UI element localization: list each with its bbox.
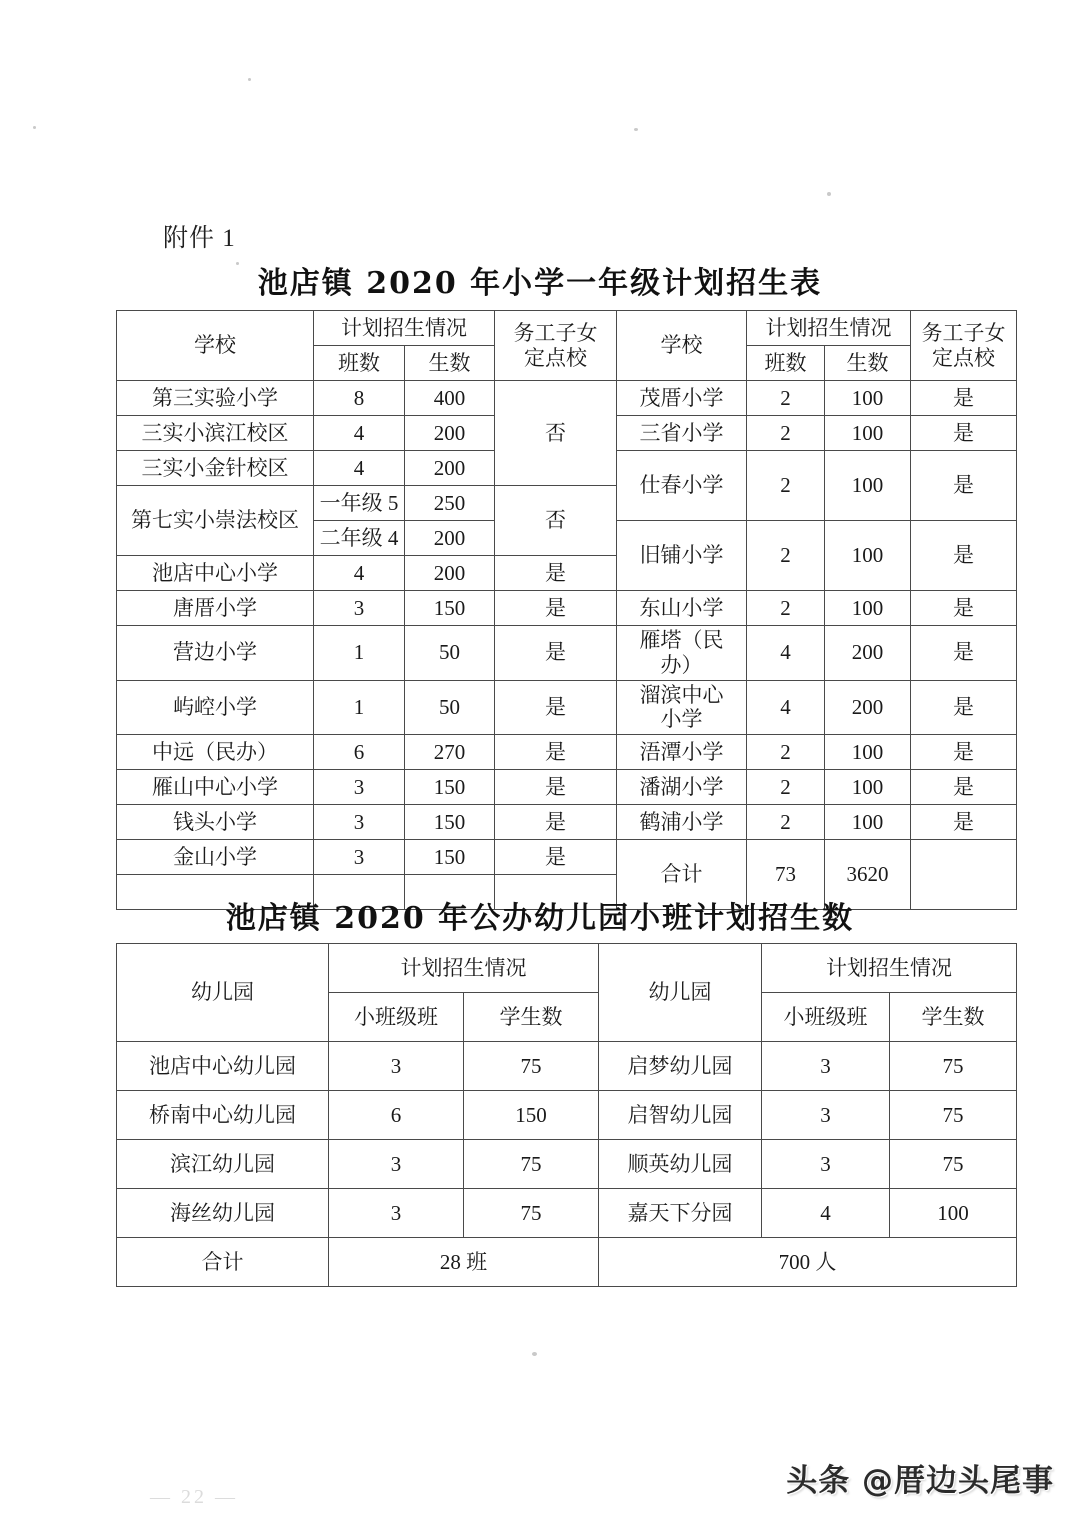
header-kindergarten-right: 幼儿园 xyxy=(599,944,762,1042)
kindergarten-name: 顺英幼儿园 xyxy=(599,1140,762,1189)
school-migrant: 是 xyxy=(911,416,1017,451)
table-row xyxy=(117,735,1017,770)
header-students-left: 学生数 xyxy=(464,993,599,1042)
school-classes: 2 xyxy=(747,451,825,521)
school-name: 三实小滨江校区 xyxy=(117,416,314,451)
school-name: 中远（民办） xyxy=(117,735,314,770)
header-plan-group-right: 计划招生情况 xyxy=(747,311,911,346)
kindergarten-classes: 3 xyxy=(762,1042,890,1091)
header-school-left: 学校 xyxy=(117,311,314,381)
school-migrant: 是 xyxy=(495,680,617,735)
school-students: 200 xyxy=(405,451,495,486)
school-classes: 2 xyxy=(747,805,825,840)
kindergarten-name: 滨江幼儿园 xyxy=(117,1140,329,1189)
header-classes-left: 小班级班 xyxy=(329,993,464,1042)
school-migrant: 是 xyxy=(911,680,1017,735)
school-students: 150 xyxy=(405,591,495,626)
header-classes-right: 班数 xyxy=(747,346,825,381)
kindergarten-name: 启梦幼儿园 xyxy=(599,1042,762,1091)
school-name: 溜滨中心 小学 xyxy=(617,680,747,735)
header-students-right: 学生数 xyxy=(890,993,1017,1042)
header-migrant-line2: 定点校 xyxy=(524,345,587,370)
school-classes: 4 xyxy=(314,451,405,486)
school-name: 屿崆小学 xyxy=(117,680,314,735)
table-row xyxy=(117,591,1017,626)
kindergarten-enrollment-table xyxy=(116,943,1017,1287)
primary-enrollment-table xyxy=(116,310,1017,910)
school-name: 第七实小崇法校区 xyxy=(117,486,314,556)
header-plan-group-left: 计划招生情况 xyxy=(329,944,599,993)
school-students: 270 xyxy=(405,735,495,770)
kindergarten-students: 75 xyxy=(464,1140,599,1189)
header-migrant-right xyxy=(911,311,1017,381)
header-school-right: 学校 xyxy=(617,311,747,381)
school-students: 150 xyxy=(405,840,495,875)
kindergarten-classes: 3 xyxy=(762,1140,890,1189)
school-students: 250 xyxy=(405,486,495,521)
kindergarten-students: 150 xyxy=(464,1091,599,1140)
kindergarten-students: 75 xyxy=(464,1042,599,1091)
school-students: 150 xyxy=(405,805,495,840)
school-classes: 1 xyxy=(314,626,405,681)
school-name: 池店中心小学 xyxy=(117,556,314,591)
school-students: 200 xyxy=(825,626,911,681)
school-students: 50 xyxy=(405,680,495,735)
school-students: 200 xyxy=(825,680,911,735)
kindergarten-students: 75 xyxy=(890,1042,1017,1091)
school-classes: 2 xyxy=(747,770,825,805)
school-migrant: 是 xyxy=(495,770,617,805)
school-students: 200 xyxy=(405,416,495,451)
primary-table-title: 池店镇 2020 年小学一年级计划招生表 xyxy=(257,266,823,301)
school-name: 仕春小学 xyxy=(617,451,747,521)
school-classes: 2 xyxy=(747,735,825,770)
kindergarten-name: 池店中心幼儿园 xyxy=(117,1042,329,1091)
school-classes: 6 xyxy=(314,735,405,770)
school-students: 400 xyxy=(405,381,495,416)
school-students: 100 xyxy=(825,381,911,416)
school-classes: 2 xyxy=(747,381,825,416)
table-row xyxy=(117,381,1017,416)
table-row xyxy=(117,1189,1017,1238)
school-classes: 4 xyxy=(314,556,405,591)
school-migrant: 是 xyxy=(911,626,1017,681)
school-migrant: 是 xyxy=(911,521,1017,591)
school-migrant: 是 xyxy=(911,451,1017,521)
header-classes-right: 小班级班 xyxy=(762,993,890,1042)
school-students: 50 xyxy=(405,626,495,681)
table-row xyxy=(117,805,1017,840)
total-classes: 28 班 xyxy=(329,1238,599,1287)
school-students: 100 xyxy=(825,735,911,770)
table-row xyxy=(117,1042,1017,1091)
total-label: 合计 xyxy=(117,1238,329,1287)
kindergarten-classes: 3 xyxy=(329,1140,464,1189)
school-classes: 8 xyxy=(314,381,405,416)
school-name: 钱头小学 xyxy=(117,805,314,840)
school-name: 茂厝小学 xyxy=(617,381,747,416)
school-students: 150 xyxy=(405,770,495,805)
school-migrant: 是 xyxy=(911,591,1017,626)
header-students-right: 生数 xyxy=(825,346,911,381)
kindergarten-classes: 4 xyxy=(762,1189,890,1238)
kindergarten-classes: 3 xyxy=(329,1189,464,1238)
school-students: 200 xyxy=(405,521,495,556)
school-migrant: 是 xyxy=(495,626,617,681)
scan-speckle xyxy=(827,192,831,196)
school-migrant: 是 xyxy=(911,735,1017,770)
school-migrant-merged: 否 xyxy=(495,381,617,486)
table-total-row xyxy=(117,1238,1017,1287)
header-students-left: 生数 xyxy=(405,346,495,381)
table-header-row xyxy=(117,944,1017,993)
school-migrant: 是 xyxy=(911,770,1017,805)
school-classes: 4 xyxy=(747,626,825,681)
header-plan-group-left: 计划招生情况 xyxy=(314,311,495,346)
kindergarten-name: 嘉天下分园 xyxy=(599,1189,762,1238)
kindergarten-classes: 3 xyxy=(762,1091,890,1140)
school-students: 100 xyxy=(825,521,911,591)
school-students: 200 xyxy=(405,556,495,591)
school-name: 旧铺小学 xyxy=(617,521,747,591)
kindergarten-table-title: 池店镇 2020 年公办幼儿园小班计划招生数 xyxy=(225,901,855,936)
kindergarten-name: 桥南中心幼儿园 xyxy=(117,1091,329,1140)
attachment-label: 附件 1 xyxy=(163,225,236,252)
school-classes: 2 xyxy=(747,416,825,451)
header-migrant-line1: 务工子女 xyxy=(513,320,598,345)
school-name: 唐厝小学 xyxy=(117,591,314,626)
total-students: 3620 xyxy=(825,840,911,910)
school-classes: 2 xyxy=(747,591,825,626)
school-classes: 3 xyxy=(314,840,405,875)
school-migrant: 是 xyxy=(911,805,1017,840)
kindergarten-name: 启智幼儿园 xyxy=(599,1091,762,1140)
school-migrant: 是 xyxy=(495,805,617,840)
school-migrant: 是 xyxy=(495,735,617,770)
school-name: 东山小学 xyxy=(617,591,747,626)
table-row xyxy=(117,1140,1017,1189)
school-name: 金山小学 xyxy=(117,840,314,875)
total-label: 合计 xyxy=(617,840,747,910)
kindergarten-classes: 3 xyxy=(329,1042,464,1091)
school-name: 营边小学 xyxy=(117,626,314,681)
header-migrant-line1: 务工子女 xyxy=(921,320,1006,345)
table-row xyxy=(117,840,1017,875)
school-migrant: 是 xyxy=(911,381,1017,416)
scan-speckle xyxy=(532,1352,537,1356)
table-row xyxy=(117,626,1017,681)
school-name: 鹤浦小学 xyxy=(617,805,747,840)
school-classes: 3 xyxy=(314,591,405,626)
page-number: — 22 — xyxy=(150,1486,238,1508)
scan-speckle xyxy=(248,78,251,81)
scan-speckle xyxy=(33,126,36,129)
kindergarten-students: 75 xyxy=(890,1140,1017,1189)
school-classes: 1 xyxy=(314,680,405,735)
school-classes: 2 xyxy=(747,521,825,591)
school-name: 三省小学 xyxy=(617,416,747,451)
school-classes: 二年级 4 xyxy=(314,521,405,556)
header-migrant-left xyxy=(495,311,617,381)
scan-speckle xyxy=(634,128,638,131)
school-classes: 3 xyxy=(314,770,405,805)
table-row xyxy=(117,680,1017,735)
school-name: 三实小金针校区 xyxy=(117,451,314,486)
school-name: 潘湖小学 xyxy=(617,770,747,805)
header-kindergarten-left: 幼儿园 xyxy=(117,944,329,1042)
header-classes-left: 班数 xyxy=(314,346,405,381)
kindergarten-students: 100 xyxy=(890,1189,1017,1238)
table-row xyxy=(117,770,1017,805)
school-students: 100 xyxy=(825,805,911,840)
school-name: 雁山中心小学 xyxy=(117,770,314,805)
table-header-row xyxy=(117,311,1017,346)
school-students: 100 xyxy=(825,416,911,451)
school-classes: 4 xyxy=(314,416,405,451)
school-name: 第三实验小学 xyxy=(117,381,314,416)
total-students: 700 人 xyxy=(599,1238,1017,1287)
school-migrant: 是 xyxy=(495,556,617,591)
header-migrant-line2: 定点校 xyxy=(932,345,995,370)
school-classes: 3 xyxy=(314,805,405,840)
school-name: 雁塔（民 办） xyxy=(617,626,747,681)
total-classes: 73 xyxy=(747,840,825,910)
school-classes: 4 xyxy=(747,680,825,735)
header-plan-group-right: 计划招生情况 xyxy=(762,944,1017,993)
school-students: 100 xyxy=(825,770,911,805)
school-migrant-merged: 否 xyxy=(495,486,617,556)
school-migrant: 是 xyxy=(495,591,617,626)
table-row xyxy=(117,1091,1017,1140)
school-name: 浯潭小学 xyxy=(617,735,747,770)
watermark: 头条 @厝边头尾事 xyxy=(786,1463,1054,1499)
kindergarten-classes: 6 xyxy=(329,1091,464,1140)
school-students: 100 xyxy=(825,451,911,521)
kindergarten-students: 75 xyxy=(890,1091,1017,1140)
kindergarten-students: 75 xyxy=(464,1189,599,1238)
school-migrant: 是 xyxy=(495,840,617,875)
school-classes: 一年级 5 xyxy=(314,486,405,521)
kindergarten-name: 海丝幼儿园 xyxy=(117,1189,329,1238)
school-students: 100 xyxy=(825,591,911,626)
